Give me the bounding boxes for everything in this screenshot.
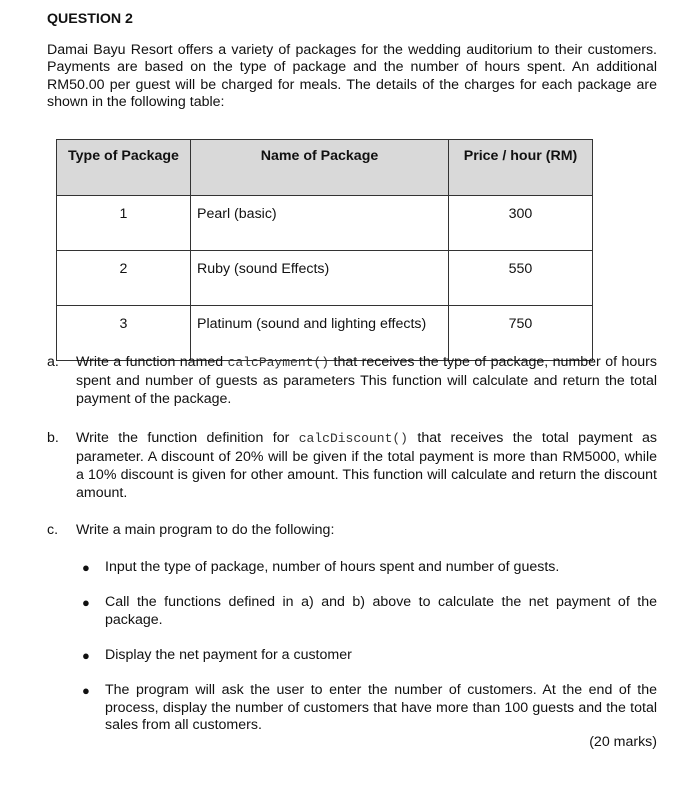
- function-name-calcpayment: calcPayment(): [227, 355, 330, 370]
- part-c-text: Write a main program to do the following:: [76, 522, 335, 538]
- part-b-pre: Write the function definition for: [76, 430, 299, 446]
- bullet-icon: ●: [82, 683, 90, 698]
- question-heading: QUESTION 2: [47, 11, 133, 27]
- part-a-text: [76, 353, 657, 408]
- function-name-calcdiscount: calcDiscount(): [298, 431, 408, 446]
- cell-name: [191, 196, 449, 251]
- cell-name-text: Ruby (sound Effects): [197, 261, 330, 277]
- bullet-text: The program will ask the user to enter the number of customers. At the end of the process, display the number of customers that have more than 100 guests and the total sales from all customers.: [105, 682, 657, 733]
- bullet-icon: ●: [82, 560, 90, 575]
- part-a-post: that receives the type of package, number of hours spent and number of guests as parameters This function will calculate and return the total payment of the package.: [76, 354, 657, 407]
- header-type-of-package: Type of Package: [57, 140, 191, 196]
- bullet-item: [82, 559, 657, 577]
- part-a-pre: Write a function named: [76, 354, 228, 370]
- table-row: [57, 196, 593, 251]
- cell-name: [191, 251, 449, 306]
- header-price-per-hour: Price / hour (RM): [449, 140, 593, 196]
- cell-type: 3: [57, 306, 191, 361]
- bullet-text: Input the type of package, number of hours spent and number of guests.: [105, 559, 560, 575]
- bullet-item: [82, 594, 657, 629]
- bullet-text: Display the net payment for a customer: [105, 647, 352, 663]
- table-header-row: [57, 140, 593, 196]
- cell-price: 300: [449, 196, 593, 251]
- header-name-of-package: Name of Package: [191, 140, 449, 196]
- part-a-label: a.: [47, 354, 59, 370]
- cell-price: 550: [449, 251, 593, 306]
- total-marks: (20 marks): [589, 734, 657, 750]
- part-c: [47, 521, 657, 539]
- bullet-icon: ●: [82, 595, 90, 610]
- bullet-text: Call the functions defined in a) and b) above to calculate the net payment of the package.: [105, 594, 657, 628]
- cell-name-text: Platinum (sound and lighting effects): [197, 316, 427, 332]
- table-row: [57, 251, 593, 306]
- bullet-item: [82, 647, 657, 665]
- cell-name-text: Pearl (basic): [197, 206, 277, 222]
- part-a: [47, 353, 657, 408]
- bullet-item: [82, 682, 657, 735]
- question-intro: Damai Bayu Resort offers a variety of packages for the wedding auditorium to their customers. Payments are based on the type of package and the number of hours spent. An additional RM50.00 per guest will be charged for meals. The details of the charges for each package are shown in the following table:: [47, 42, 657, 111]
- bullet-icon: ●: [82, 648, 90, 663]
- cell-type: 2: [57, 251, 191, 306]
- part-c-label: c.: [47, 522, 59, 538]
- part-b: [47, 429, 657, 502]
- cell-type: 1: [57, 196, 191, 251]
- part-b-text: [76, 429, 657, 502]
- package-table: [56, 139, 593, 361]
- cell-price: 750: [449, 306, 593, 361]
- part-b-label: b.: [47, 430, 59, 446]
- part-b-post: that receives the total payment as parameter. A discount of 20% will be given if the total payment is more than RM5000, while a 10% discount is given for other amount. This function will calculate and return the discount amount.: [76, 430, 657, 501]
